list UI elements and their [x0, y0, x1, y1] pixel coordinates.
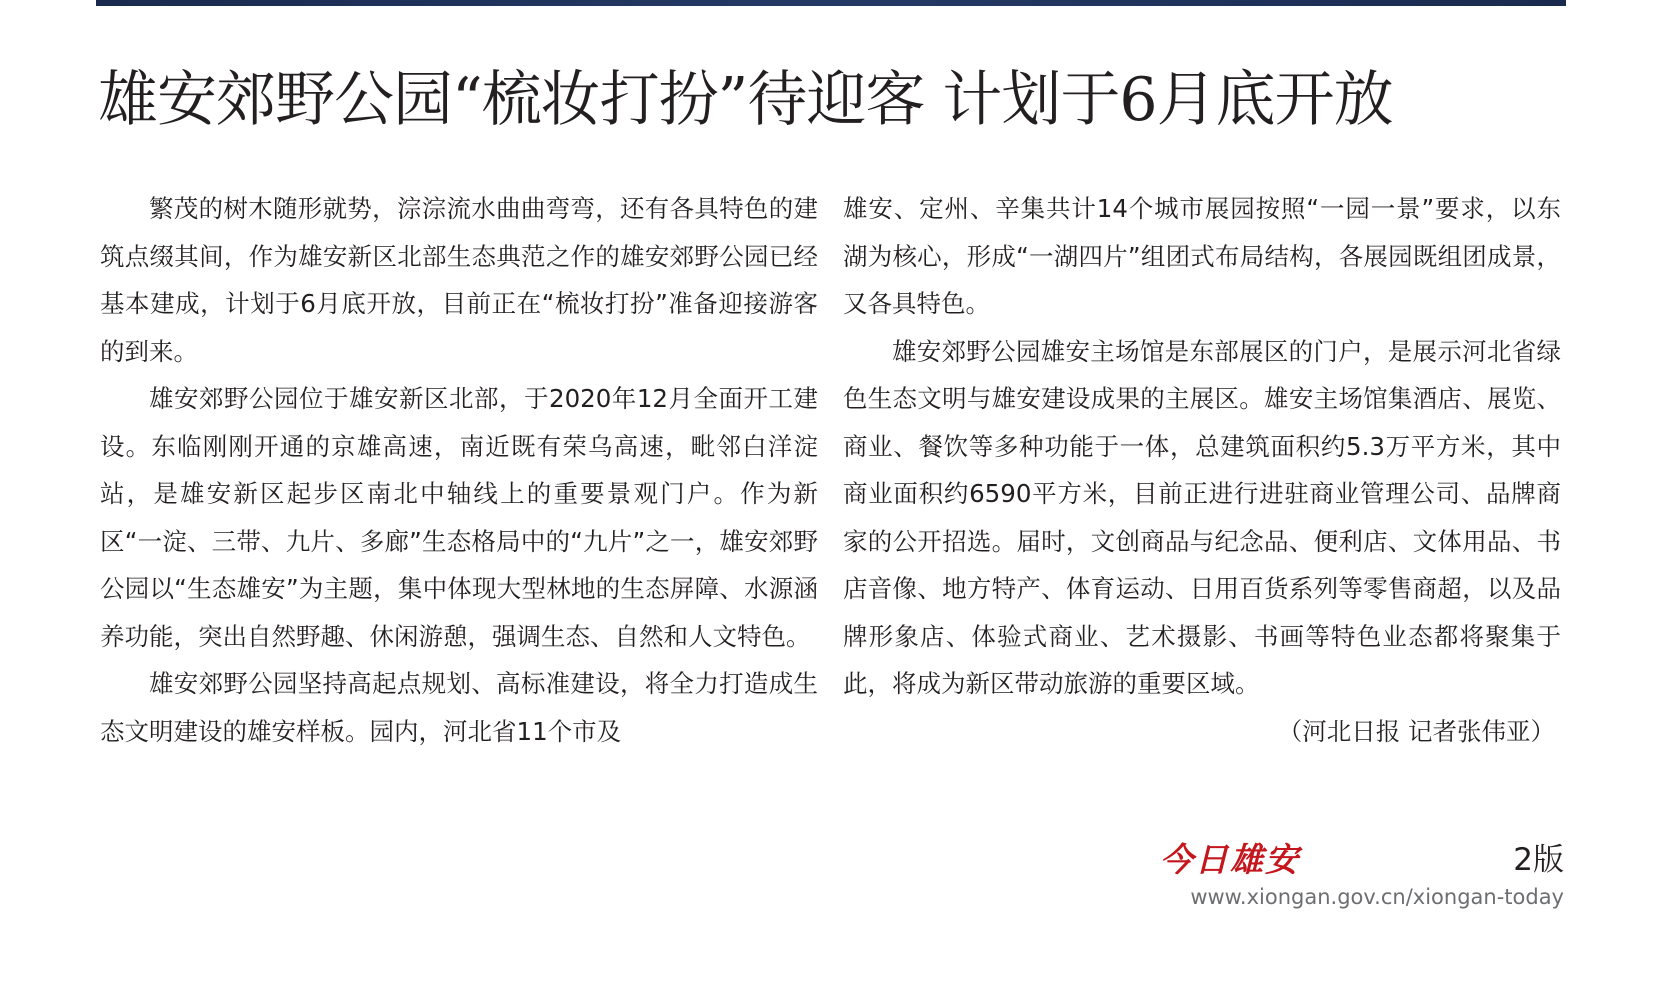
article-column-left [100, 185, 818, 755]
paragraph: 繁茂的树木随形就势，淙淙流水曲曲弯弯，还有各具特色的建筑点缀其间，作为雄安新区北部生态典范之作的雄安郊野公园已经基本建成，计划于6月底开放，目前正在“梳妆打扮”准备迎接游客的到来。 [100, 194, 818, 366]
edition-number: 2版 [1513, 842, 1564, 878]
paragraph: 雄安郊野公园雄安主场馆是东部展区的门户，是展示河北省绿色生态文明与雄安建设成果的主展区。雄安主场馆集酒店、展览、商业、餐饮等多种功能于一体，总建筑面积约5.3万平方米，其中商业面积约6590平方米，目前正进行进驻商业管理公司、品牌商家的公开招选。届时，文创商品与纪念品、便利店、文体用品、书店音像、地方特产、体育运动、日用百货系列等零售商超，以及品牌形象店、体验式商业、艺术摄影、书画等特色业态都将聚集于此，将成为新区带动旅游的重要区域。 [843, 336, 1561, 698]
byline: （河北日报 记者张伟亚） [1277, 716, 1555, 746]
paragraph: 雄安郊野公园位于雄安新区北部，于2020年12月全面开工建设。东临刚刚开通的京雄高速，南近既有荣乌高速，毗邻白洋淀站，是雄安新区起步区南北中轴线上的重要景观门户。作为新区“一淀、三带、九片、多廊”生态格局中的“九片”之一，雄安郊野公园以“生态雄安”为主题，集中体现大型林地的生态屏障、水源涵养功能，突出自然野趣、休闲游憩，强调生态、自然和人文特色。 [100, 384, 818, 651]
brand-logo: 今日雄安 [1160, 840, 1300, 879]
paragraph-continuation: 雄安、定州、辛集共计14个城市展园按照“一园一景”要求，以东湖为核心，形成“一湖四片”组团式布局结构，各展园既组团成景，又各具特色。 [843, 194, 1561, 318]
top-rule [96, 0, 1566, 6]
article-column-right [843, 185, 1561, 755]
headline: 雄安郊野公园“梳妆打扮”待迎客 计划于6月底开放 [98, 65, 1393, 135]
paragraph: 雄安郊野公园坚持高起点规划、高标准建设，将全力打造成生态文明建设的雄安样板。园内，河北省11个市及 [100, 669, 818, 746]
site-url: www.xiongan.gov.cn/xiongan-today [1190, 885, 1564, 909]
